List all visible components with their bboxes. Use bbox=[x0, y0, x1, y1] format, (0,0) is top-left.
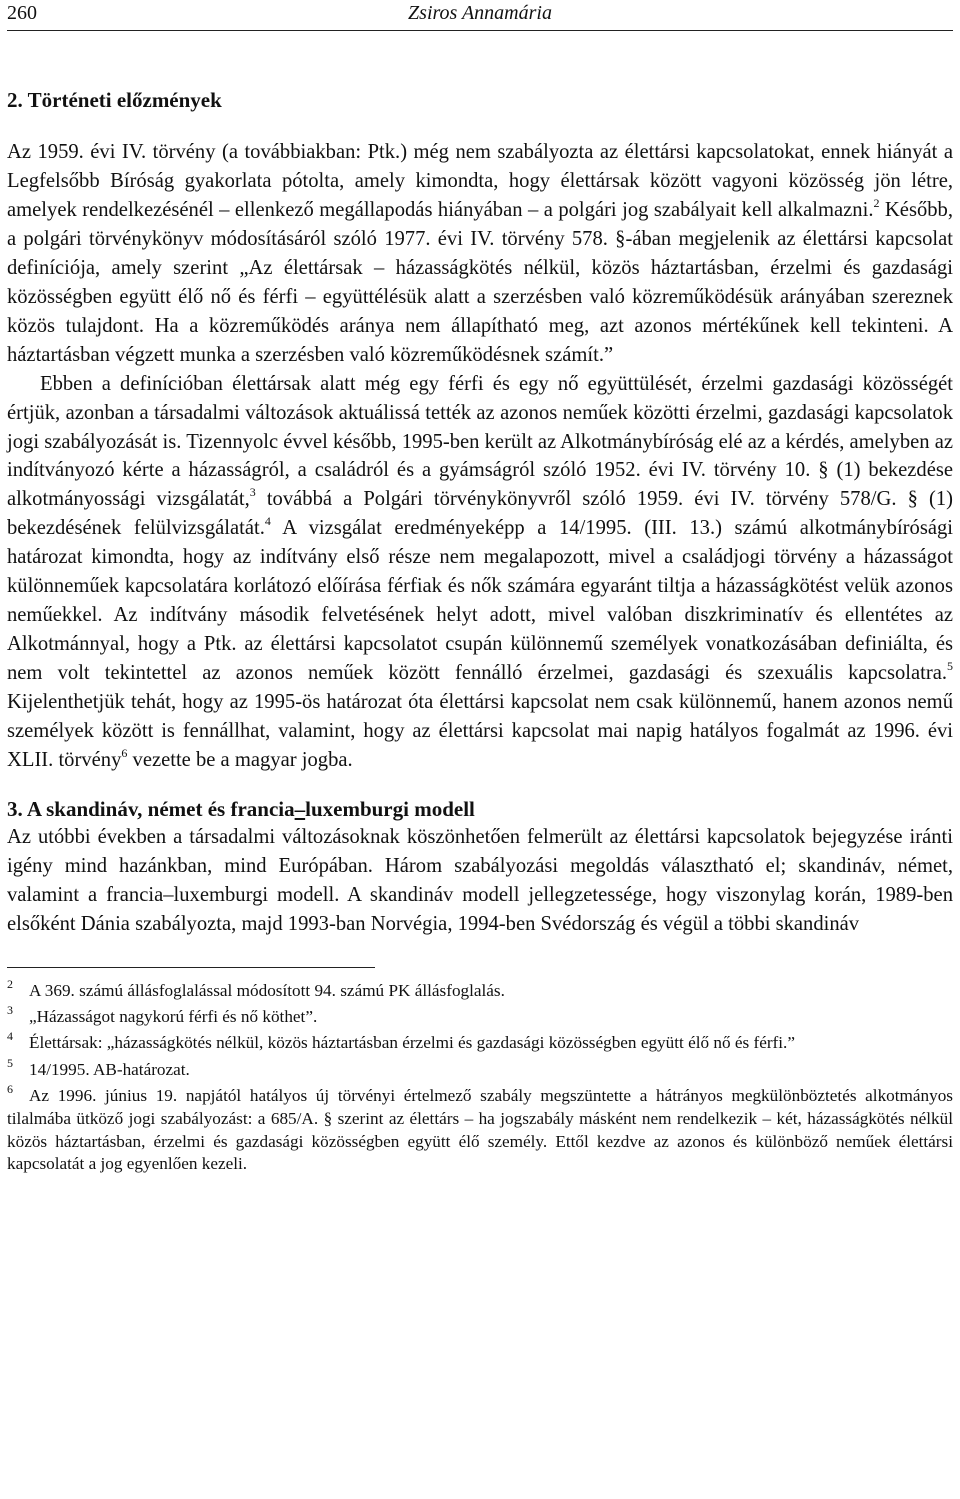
section-2-paragraph-1 bbox=[7, 138, 953, 370]
footnote-number: 4 bbox=[7, 1029, 13, 1044]
page-number: 260 bbox=[7, 2, 37, 24]
footnote-5 bbox=[7, 1055, 953, 1082]
paragraph-text: továbbá a Polgári törvénykönyvről szóló 1959. évi IV. törvény 578/G. § (1) bekezdésének felülvizsgálatát. bbox=[7, 488, 953, 540]
footnote-number: 3 bbox=[7, 1003, 13, 1018]
paragraph-text: Az 1959. évi IV. törvény (a továbbiakban: Ptk.) még nem szabályozta az élettársi kapcsolatokat, ennek hiányát a Legfelsőbb Bíróság gyakorlata pótolta, amely kimondta, hogy élettársak között vagyoni közösség jön létre, amelyek rendelkezésénél – ellenkező megállapodás hiányában – a polgári jog szabályait kell alkalmazni. bbox=[7, 141, 953, 221]
section-3-paragraph-1: Az utóbbi években a társadalmi változásoknak köszönhetően felmerült az élettársi kapcsolatok bejegyzése iránti igény mind hazánkban, mind Európában. Három szabályozási megoldás választható el; skandináv, német, valamint a francia–luxemburgi modell. A skandináv modell jellegzetessége, hogy viszonylag korán, 1989-ben elsőként Dánia szabályozta, majd 1993-ban Norvégia, 1994-ben Svédország és végül a többi skandináv bbox=[7, 825, 953, 935]
footnote-mark bbox=[7, 1003, 29, 1029]
footnote-3 bbox=[7, 1003, 953, 1029]
footnote-ref-5[interactable]: 5 bbox=[947, 659, 953, 674]
running-header bbox=[7, 0, 953, 32]
footnote-6 bbox=[7, 1081, 953, 1176]
paragraph-text: Később, a polgári törvénykönyv módosításáról szóló 1977. évi IV. törvény 578. §-ában megjelenik az élettársi kapcsolat definíciója, amely szerint „Az élettársak – házasságkötés nélkül, közös háztartásban, érzelmi és gazdasági közösségben együtt élő nő és férfi – együttélésük alatt a szerzésben való közreműködésük arányában szereznek közös tulajdont. Ha a közreműködés aránya nem állapítható meg, azt azonos mértékűnek kell tekinteni. A háztartásban végzett munka a szerzésben való közreműködésnek számít.” bbox=[7, 198, 954, 366]
heading-dash: – bbox=[294, 796, 306, 821]
header-rule bbox=[7, 30, 953, 31]
footnote-text: Élettársak: „házasságkötés nélkül, közös háztartásban érzelmi és gazdasági közösségben együtt élő nő és férfi.” bbox=[29, 1033, 795, 1053]
footnote-ref-6[interactable]: 6 bbox=[121, 746, 128, 761]
footnote-ref-2[interactable]: 2 bbox=[873, 195, 880, 210]
footnote-text: Az 1996. június 19. napjától hatályos új törvényi értelmező szabály megszüntette a hátrányos megkülönböztetés alkotmányos tilalmába ütköző jogi szabályozást: a 685/A. § szerint az élettárs – ha jogszabály másként nem rendelkezik – két, házasságkötés nélkül közös háztartásban, érzelmi és gazdasági közösségben együtt élő személy. Ettől kezdve az azonos és különböző neműek élettársi kapcsolatát a jog egyenlően kezeli. bbox=[7, 1085, 953, 1174]
footnote-mark bbox=[7, 1055, 29, 1082]
section-2-paragraph-2 bbox=[7, 370, 953, 775]
paragraph-text: Ebben a definícióban élettársak alatt még egy férfi és egy nő együttülését, érzelmi gazdasági közösségét értjük, azonban a társadalmi változások aktuálissá tették az azonos neműek közötti érzelmi, gazdasági kapcsolatok jogi szabályozását is. Tizennyolc évvel később, 1995-ben került az Alkotmánybíróság elé az a kérdés, amelyben az indítványozó kérte a házasságról, a családról és a gyámságról szóló 1952. évi IV. törvény 10. § (1) bekezdése alkotmányossági vizsgálatát, bbox=[7, 372, 953, 511]
footnote-text: 14/1995. AB-határozat. bbox=[29, 1059, 190, 1079]
heading-part: 3. A skandináv, német és francia bbox=[7, 796, 295, 821]
heading-part: luxemburgi modell bbox=[305, 796, 475, 821]
footnote-ref-3[interactable]: 3 bbox=[249, 485, 256, 500]
section-2-heading: 2. Történeti előzmények bbox=[7, 88, 222, 112]
footnote-number: 6 bbox=[7, 1081, 13, 1096]
footnote-number: 5 bbox=[7, 1055, 13, 1070]
footnote-text: „Házasságot nagykorú férfi és nő köthet”. bbox=[29, 1007, 318, 1027]
footnote-text: A 369. számú állásfoglalással módosított 94. számú PK állásfoglalás. bbox=[29, 980, 505, 1000]
footnotes bbox=[7, 976, 953, 1176]
footnote-mark bbox=[7, 1029, 29, 1055]
footnote-number: 2 bbox=[7, 976, 13, 991]
running-author: Zsiros Annamária bbox=[408, 2, 552, 24]
paragraph-text: A vizsgálat eredményeképp a 14/1995. (III. 13.) számú alkotmánybírósági határozat kimondta, hogy az indítvány első része nem megalapozott, mivel a családjogi törvény a házasságot különneműek kapcsolatára korlátozó előírása férfiak és nők számára egyaránt tiltja a házasságkötést velük azonos neműekkel. Az indítvány második felvetésének helyt adott, mivel valóban diszkriminatív és ellentétes az Alkotmánnyal, hogy a Ptk. az élettársi kapcsolatot csupán különnemű személyek vonatkozásában definiálta, és nem volt tekintettel az azonos neműek között fennálló érzelmei, gazdasági és szexuális kapcsolatra. bbox=[7, 517, 953, 685]
footnote-mark bbox=[7, 1081, 29, 1108]
footnote-2 bbox=[7, 976, 953, 1003]
footnote-separator bbox=[7, 967, 375, 968]
paragraph-text: vezette be a magyar jogba. bbox=[127, 749, 353, 772]
document-page bbox=[7, 0, 953, 1176]
paragraph-text: Kijelenthetjük tehát, hogy az 1995-ös határozat óta élettársi kapcsolat nem csak különnemű, hanem azonos nemű személyek között is fennállhat, valamint, hogy az élettársi kapcsolat mai napig hatályos fogalmát az 1996. évi XLII. törvény bbox=[7, 691, 953, 772]
footnote-ref-4[interactable]: 4 bbox=[264, 514, 271, 529]
section-3-heading bbox=[7, 795, 953, 823]
footnote-4 bbox=[7, 1029, 953, 1055]
footnote-mark bbox=[7, 976, 29, 1003]
